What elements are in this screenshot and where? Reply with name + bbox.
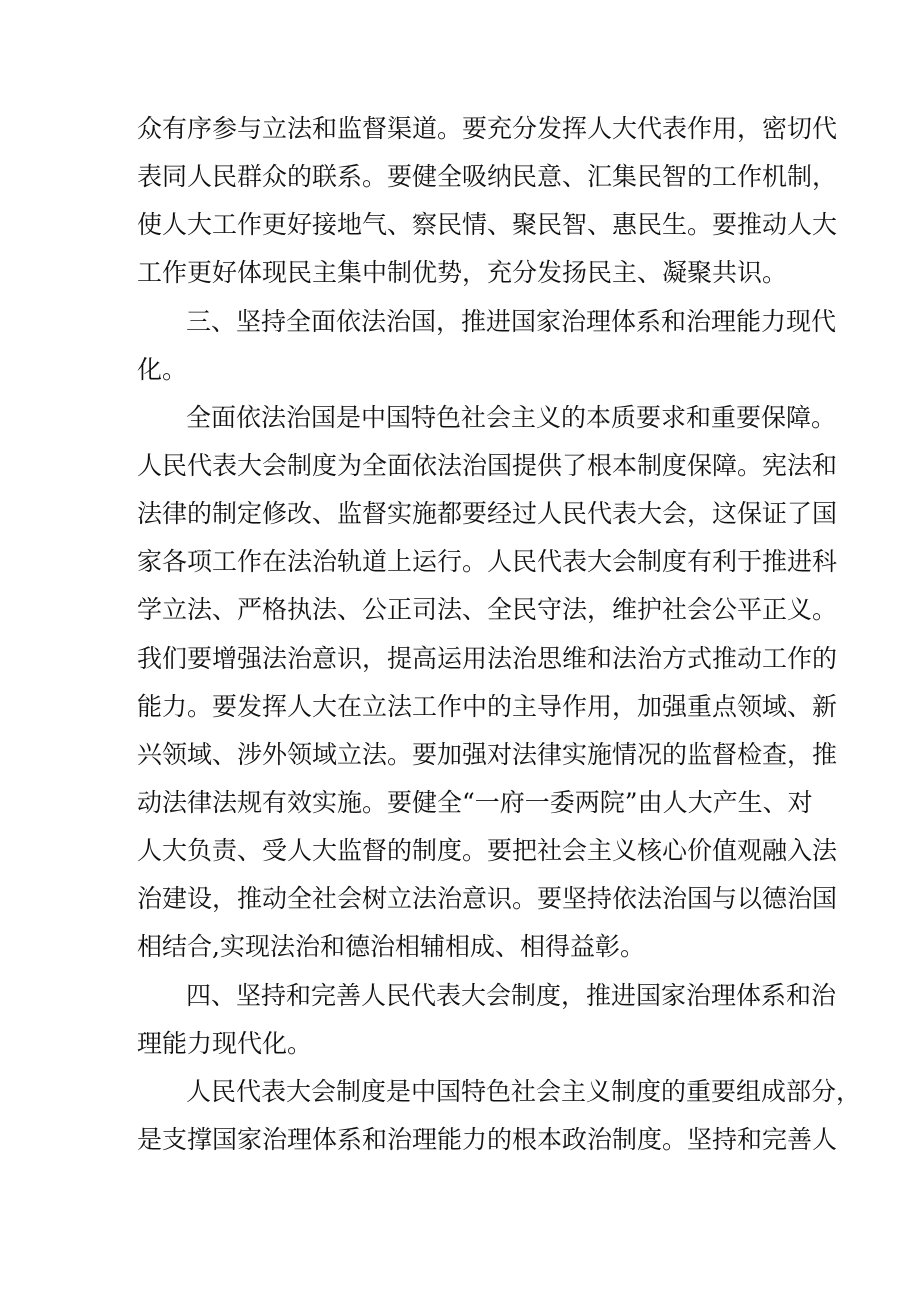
text-line: 全面依法治国是中国特色社会主义的本质要求和重要保障。 (186, 403, 837, 432)
text-line: 人大负责、受人大监督的制度。要把社会主义核心价值观融入法 (137, 836, 838, 865)
text-line: 众有序参与立法和监督渠道。要充分发挥人大代表作用，密切代 (137, 114, 838, 143)
text-line: 动法律法规有效实施。要健全“一府一委两院”由人大产生、对 (137, 788, 813, 817)
text-line: 使人大工作更好接地气、察民情、聚民智、惠民生。要推动人大 (137, 210, 838, 239)
text-line: 能力。要发挥人大在立法工作中的主导作用，加强重点领域、新 (137, 692, 838, 721)
text-line: 治建设，推动全社会树立法治意识。要坚持依法治国与以德治国 (137, 884, 838, 913)
text-line: 家各项工作在法治轨道上运行。人民代表大会制度有利于推进科 (137, 547, 838, 576)
text-line: 人民代表大会制度是中国特色社会主义制度的重要组成部分， (186, 1077, 862, 1106)
section-heading-4-continued: 理能力现代化。 (137, 1029, 313, 1058)
text-line: 相结合,实现法治和德治相辅相成、相得益彰。 (137, 932, 645, 961)
text-line: 法律的制定修改、监督实施都要经过人民代表大会，这保证了国 (137, 499, 838, 528)
section-heading-4: 四、坚持和完善人民代表大会制度，推进国家治理体系和治 (186, 981, 837, 1010)
section-heading-3: 三、坚持全面依法治国，推进国家治理体系和治理能力现代 (186, 307, 837, 336)
text-line: 学立法、严格执法、公正司法、全民守法，维护社会公平正义。 (137, 595, 838, 624)
section-heading-3-continued: 化。 (137, 355, 188, 384)
text-line: 表同人民群众的联系。要健全吸纳民意、汇集民智的工作机制， (137, 162, 838, 191)
text-line: 是支撑国家治理体系和治理能力的根本政治制度。坚持和完善人 (137, 1125, 838, 1154)
text-line: 工作更好体现民主集中制优势，充分发扬民主、凝聚共识。 (137, 258, 788, 287)
text-line: 人民代表大会制度为全面依法治国提供了根本制度保障。宪法和 (137, 451, 838, 480)
text-line: 兴领域、涉外领域立法。要加强对法律实施情况的监督检查，推 (137, 740, 838, 769)
text-line: 我们要增强法治意识，提高运用法治思维和法治方式推动工作的 (137, 644, 838, 673)
